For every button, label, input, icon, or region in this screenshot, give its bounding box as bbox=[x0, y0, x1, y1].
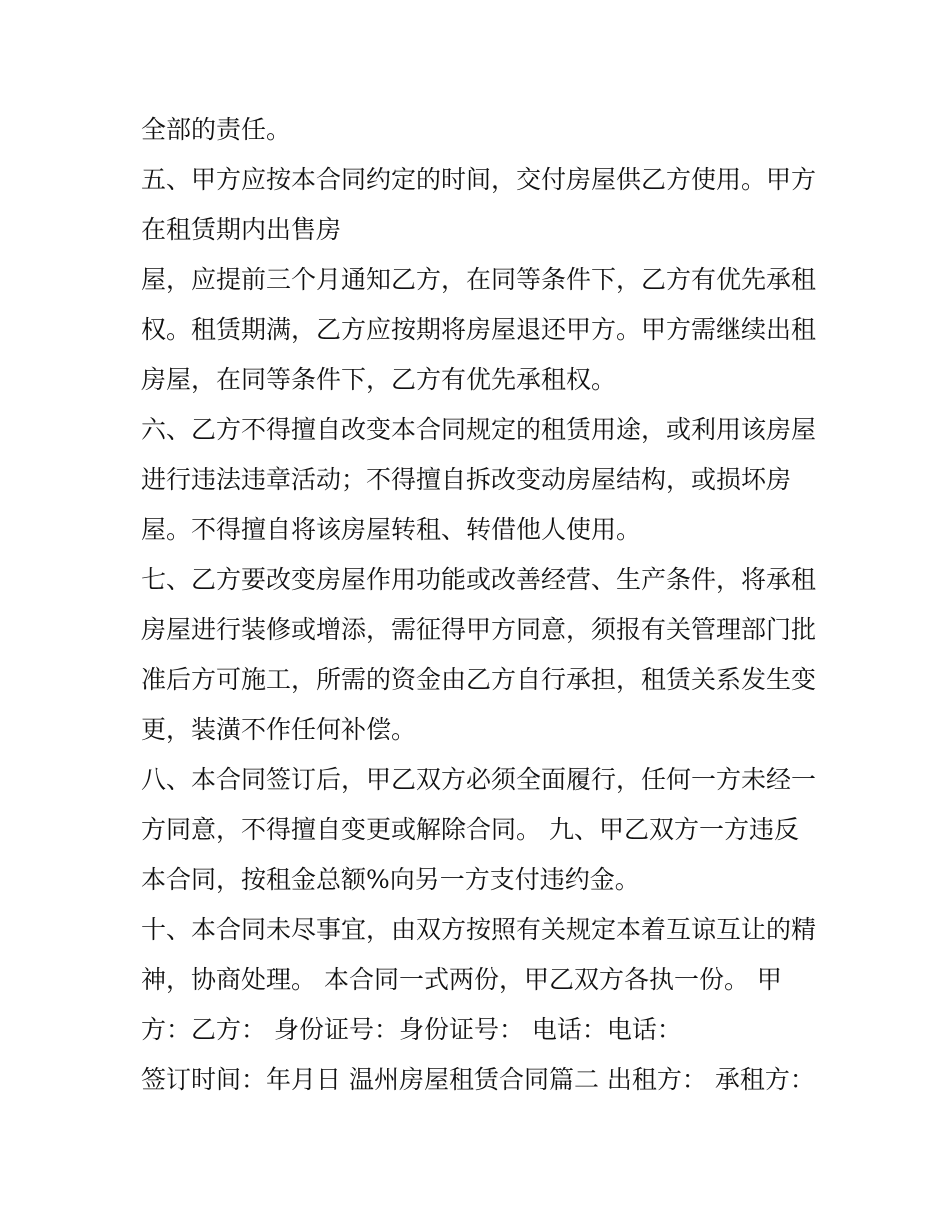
text-line: 屋，应提前三个月通知乙方，在同等条件下，乙方有优先承租 bbox=[141, 265, 817, 294]
text-line: 准后方可施工，所需的资金由乙方自行承担，租赁关系发生变 bbox=[141, 665, 817, 694]
text-line: 本合同，按租金总额%向另一方支付违约金。 bbox=[141, 865, 640, 894]
text-line: 方：乙方： 身份证号：身份证号： 电话：电话： bbox=[141, 1015, 682, 1044]
text-line: 屋。不得擅自将该房屋转租、转借他人使用。 bbox=[141, 515, 642, 544]
text-line: 方同意，不得擅自变更或解除合同。 九、甲乙双方一方违反 bbox=[141, 815, 799, 844]
text-line: 六、乙方不得擅自改变本合同规定的租赁用途，或利用该房屋 bbox=[141, 415, 817, 444]
text-line: 神，协商处理。 本合同一式两份，甲乙双方各执一份。 甲 bbox=[141, 965, 782, 994]
text-line: 在租赁期内出售房 bbox=[141, 215, 342, 244]
text-line: 十、本合同未尽事宜，由双方按照有关规定本着互谅互让的精 bbox=[141, 915, 817, 944]
text-line: 进行违法违章活动；不得擅自拆改变动房屋结构，或损坏房 bbox=[141, 465, 792, 494]
text-line: 更，装潢不作任何补偿。 bbox=[141, 715, 417, 744]
text-line: 七、乙方要改变房屋作用功能或改善经营、生产条件，将承租 bbox=[141, 565, 817, 594]
text-line: 五、甲方应按本合同约定的时间，交付房屋供乙方使用。甲方 bbox=[141, 165, 817, 194]
text-line: 签订时间：年月日 温州房屋租赁合同篇二 出租方： 承租方： bbox=[141, 1065, 815, 1094]
text-line: 全部的责任。 bbox=[141, 115, 292, 144]
text-line: 房屋，在同等条件下，乙方有优先承租权。 bbox=[141, 365, 617, 394]
text-line: 八、本合同签订后，甲乙双方必须全面履行，任何一方未经一 bbox=[141, 765, 817, 794]
text-line: 权。租赁期满，乙方应按期将房屋退还甲方。甲方需继续出租 bbox=[141, 315, 817, 344]
text-line: 房屋进行装修或增添，需征得甲方同意，须报有关管理部门批 bbox=[141, 615, 817, 644]
